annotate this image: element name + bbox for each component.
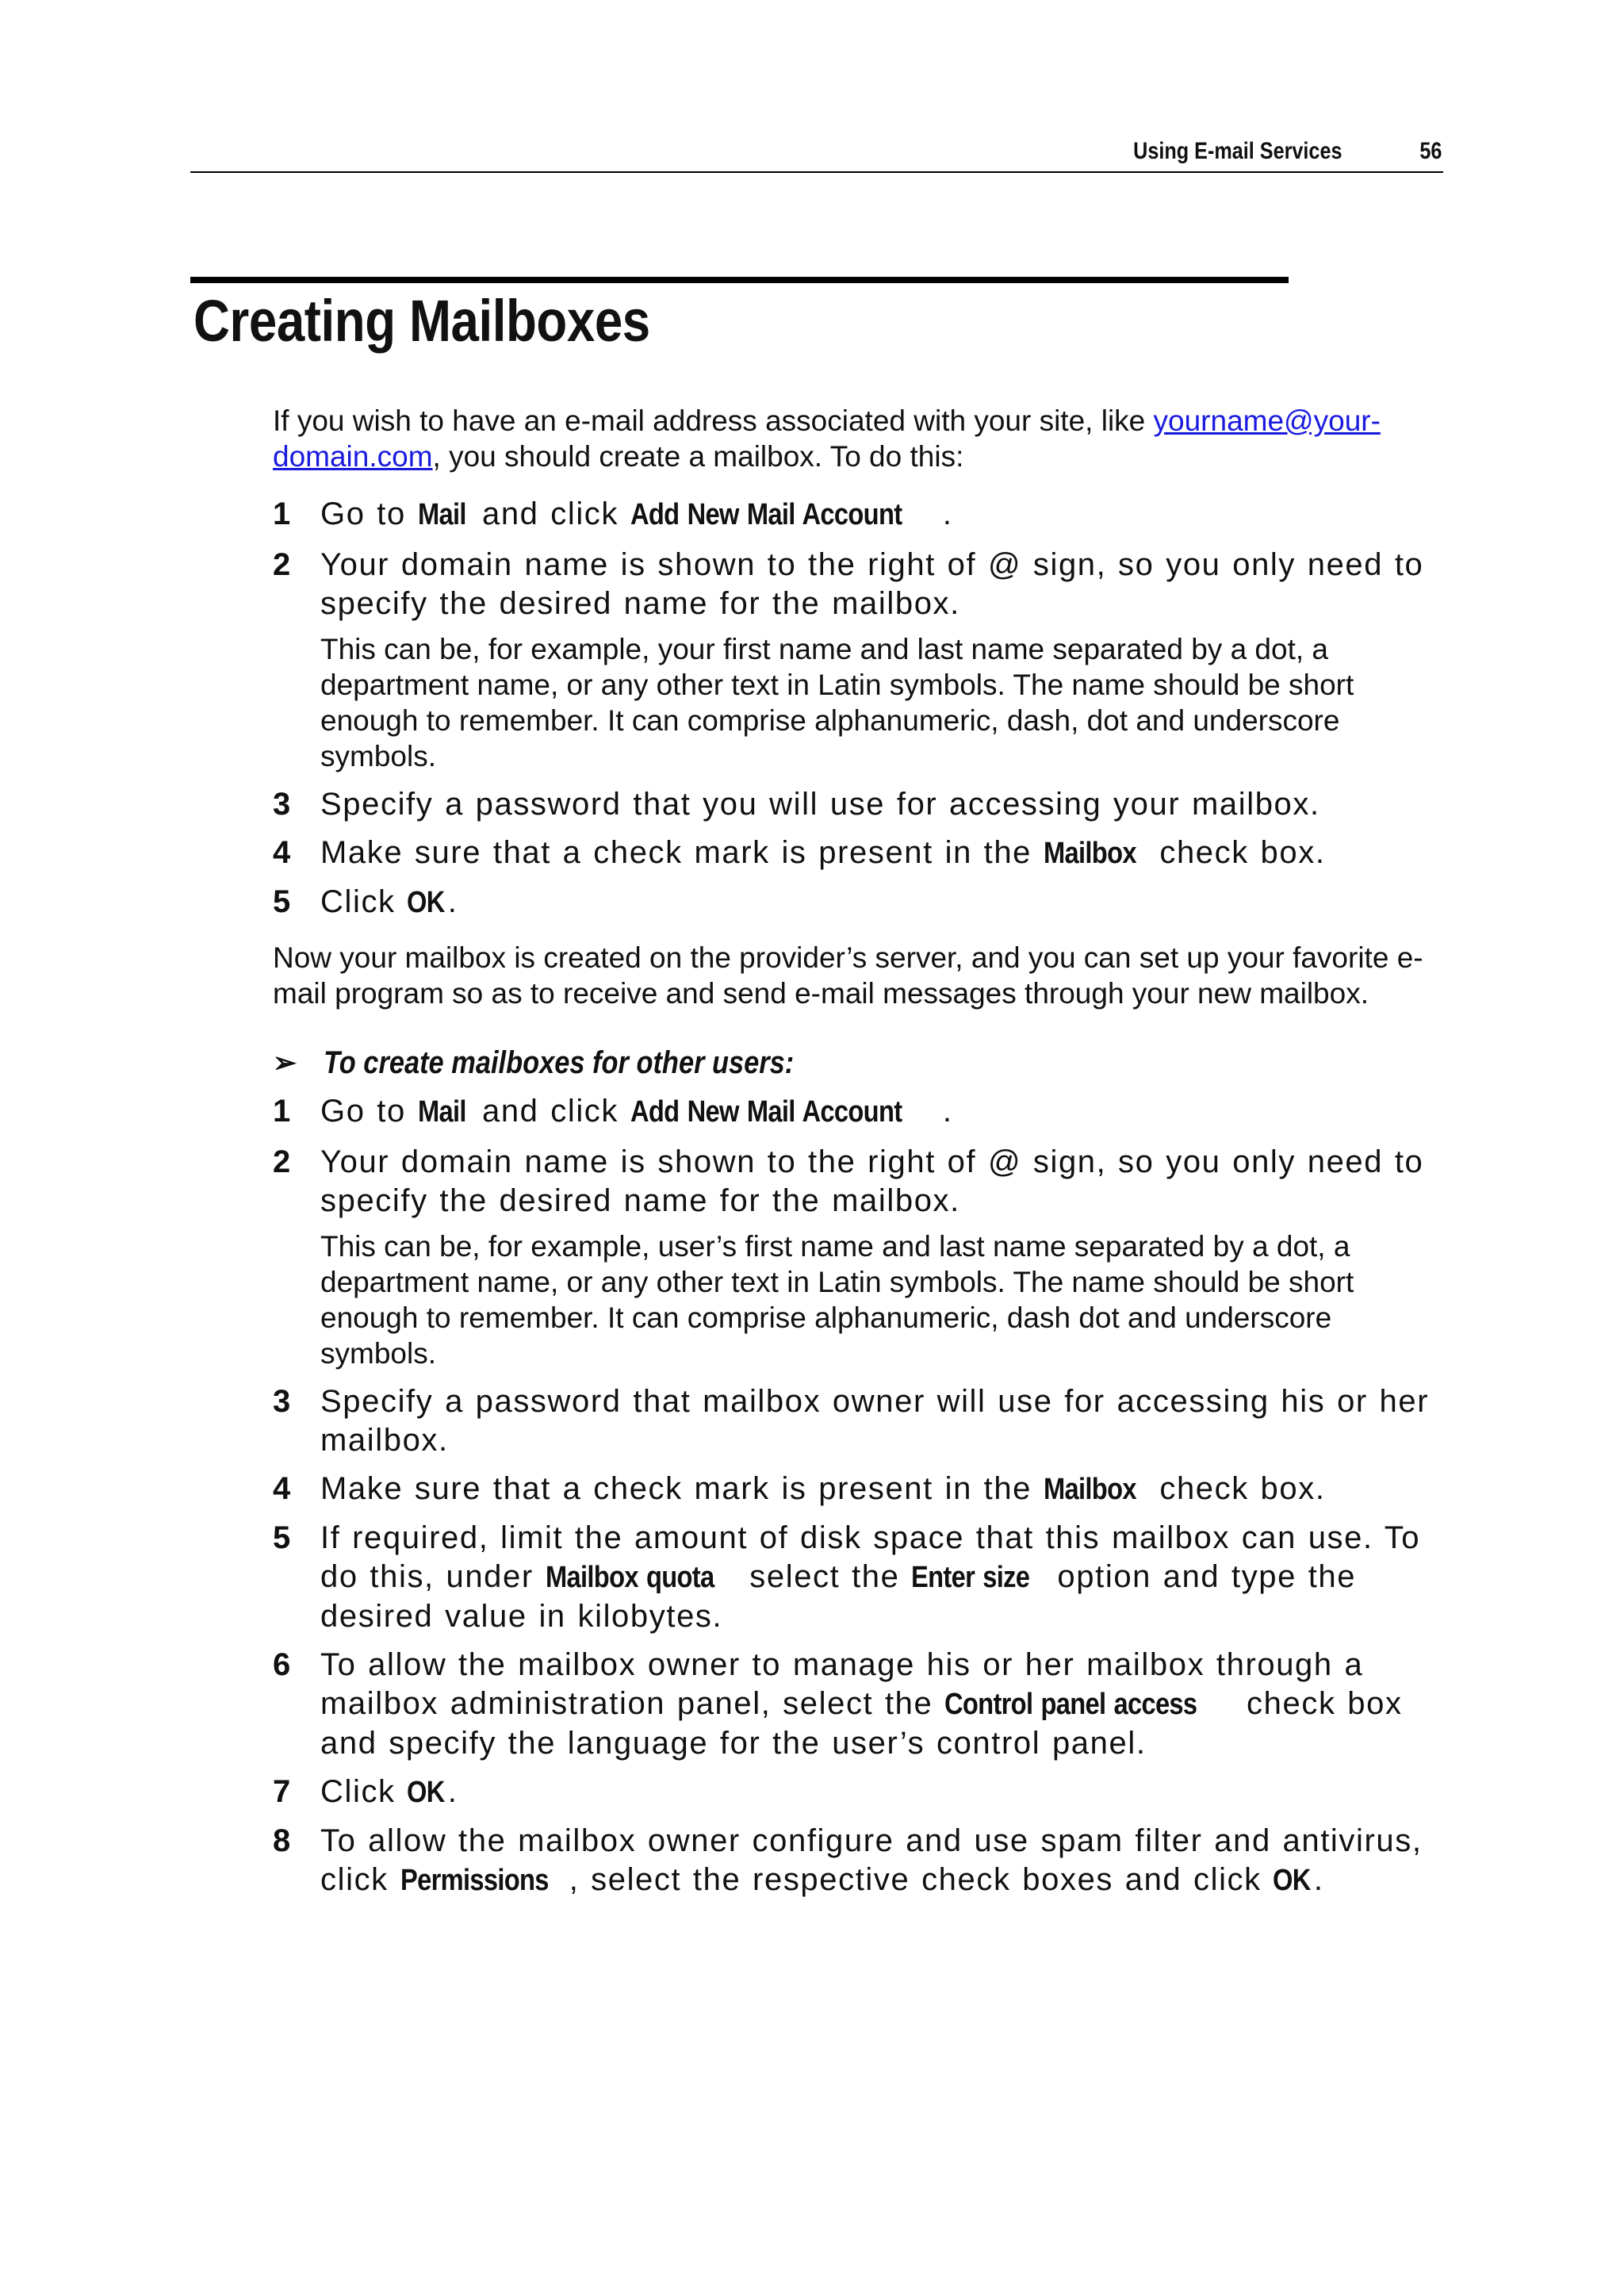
ui-term-add-new-mail-account: Add New Mail Account (630, 498, 902, 531)
ui-term-enter-size: Enter size (911, 1561, 1030, 1594)
ui-term-control-panel-access: Control panel access (944, 1688, 1197, 1721)
list-item: 8 To allow the mailbox owner configure and use spam filter and antivirus, click Permissions , select the respective check boxes and click OK. (273, 1822, 1438, 1900)
ui-term-add-new-mail-account: Add New Mail Account (630, 1095, 902, 1129)
ui-term-mailbox: Mailbox (1043, 837, 1136, 870)
list-item: 1 Go to Mail and click Add New Mail Account . (273, 495, 1438, 535)
ui-term-ok: OK (1273, 1864, 1312, 1897)
ui-term-ok: OK (407, 1776, 446, 1809)
list-item: 6 To allow the mailbox owner to manage his or her mailbox through a mailbox administration panel, select the Control panel access check box and specify the language for the user’s control panel. (273, 1647, 1403, 1761)
list-item: 2 Your domain name is shown to the right of @ sign, so you only need to specify the desired name for the mailbox. This can be, for example, your first name and last name separated by a dot, a department name, or any other text in Latin symbols. The name should be short enough to remember. It can comprise alphanumeric, dash, dot and underscore symbols. (273, 546, 1438, 774)
list-item: 5 Click OK. (273, 883, 1438, 922)
procedure-heading: ➢ To create mailboxes for other users: (273, 1043, 1438, 1083)
steps-list-other-users (273, 1092, 1438, 1900)
intro-text: If you wish to have an e-mail address associated with your site, like (273, 404, 1154, 437)
ui-term-mail: Mail (417, 1095, 466, 1129)
list-item: 2 Your domain name is shown to the right of @ sign, so you only need to specify the desired name for the mailbox. This can be, for example, user’s first name and last name separated by a dot, a department name, or any other text in Latin symbols. The name should be short enough to remember. It can comprise alphanumeric, dash dot and underscore symbols. (273, 1143, 1438, 1371)
page-number: 56 (1419, 138, 1442, 164)
steps-list-own-mailbox (273, 495, 1438, 922)
step-note: This can be, for example, your first name and last name separated by a dot, a department name, or any other text in Latin symbols. The name should be short enough to remember. It can comprise alphanumeric, dash, dot and underscore symbols. (320, 633, 1354, 772)
intro-paragraph (273, 403, 1438, 474)
list-item: 4 Make sure that a check mark is present in the Mailbox check box. (273, 834, 1438, 873)
list-item: 1 Go to Mail and click Add New Mail Account . (273, 1092, 1438, 1132)
ui-term-ok: OK (407, 886, 446, 919)
ui-term-mailbox: Mailbox (1043, 1473, 1136, 1506)
summary-paragraph: Now your mailbox is created on the provider’s server, and you can set up your favorite e-mail program so as to receive and send e-mail messages through your new mailbox. (273, 941, 1423, 1010)
running-title: Using E-mail Services (1132, 138, 1342, 164)
intro-text-end: , you should create a mailbox. To do this: (432, 440, 964, 473)
list-item: 7 Click OK. (273, 1773, 1438, 1812)
list-item: 4 Make sure that a check mark is present in the Mailbox check box. (273, 1470, 1438, 1509)
example-email-link[interactable]: yourname@your- domain.com (273, 404, 1381, 473)
ui-term-mailbox-quota: Mailbox quota (545, 1561, 714, 1594)
list-item: 5 If required, limit the amount of disk space that this mailbox can use. To do this, under Mailbox quota select the Enter size option and type the desired value in kilobytes. (273, 1520, 1421, 1634)
arrow-bullet-icon: ➢ (273, 1046, 297, 1079)
title-rule (190, 277, 1289, 283)
page-title: Creating Mailboxes (193, 288, 650, 354)
list-item: 3 Specify a password that mailbox owner will use for accessing his or her mailbox. (273, 1384, 1430, 1458)
main-content (273, 403, 1438, 1900)
ui-term-permissions: Permissions (400, 1864, 549, 1897)
ui-term-mail: Mail (417, 498, 466, 531)
step-note: This can be, for example, user’s first name and last name separated by a dot, a department name, or any other text in Latin symbols. The name should be short enough to remember. It can comprise alphanumeric, dash dot and underscore symbols. (320, 1230, 1354, 1370)
running-header (190, 135, 1443, 173)
list-item: 3 Specify a password that you will use for accessing your mailbox. (273, 787, 1320, 822)
